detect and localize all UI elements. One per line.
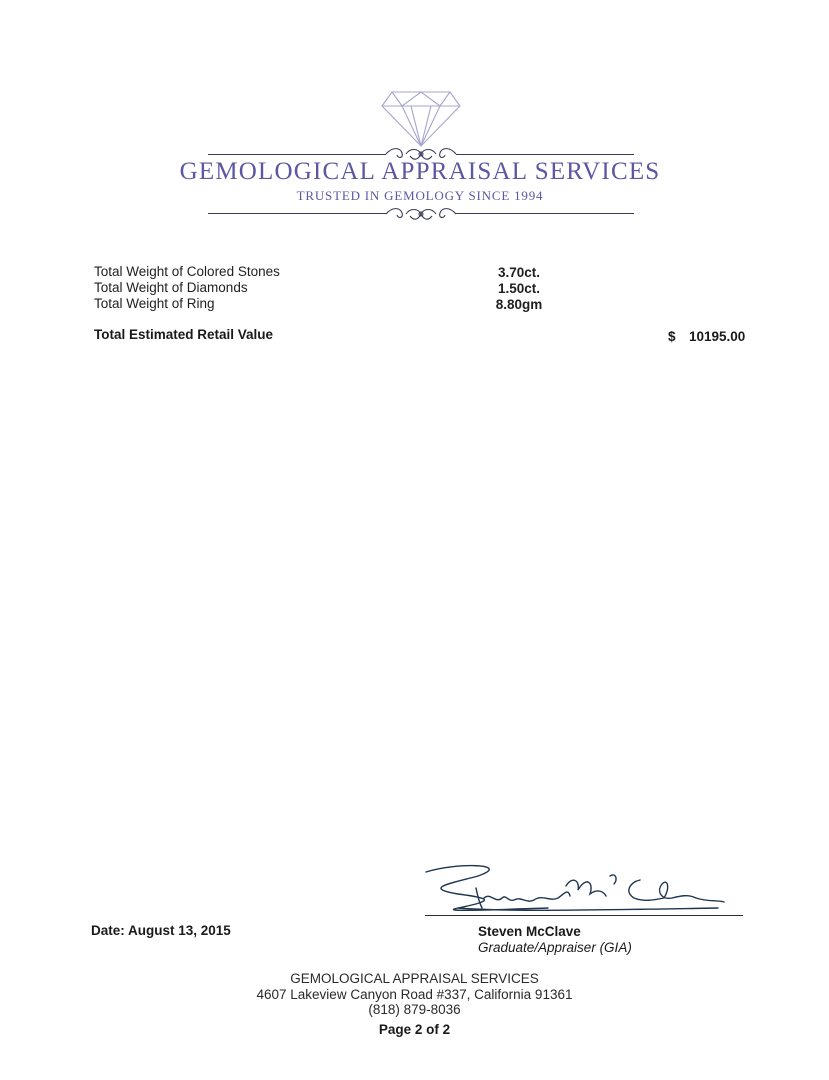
footer-address: 4607 Lakeview Canyon Road #337, California 91361 xyxy=(256,987,573,1002)
header-rule-bottom-left xyxy=(208,213,386,214)
header-rule-top-left xyxy=(208,154,386,155)
weight-label-diamonds: Total Weight of Diamonds xyxy=(94,280,248,295)
total-value-amount: 10195.00 xyxy=(689,329,746,344)
weight-value-colored-stones: 3.70ct. xyxy=(497,265,541,280)
signature-line xyxy=(425,915,743,916)
page-number: Page 2 of 2 xyxy=(378,1022,451,1037)
total-value-label: Total Estimated Retail Value xyxy=(94,327,274,342)
diamond-icon xyxy=(380,90,462,148)
appraiser-name: Steven McClave xyxy=(478,924,581,939)
weight-value-diamonds: 1.50ct. xyxy=(497,281,541,296)
company-name: GEMOLOGICAL APPRAISAL SERVICES xyxy=(179,158,661,185)
header-rule-top-right xyxy=(456,154,634,155)
appraisal-date: Date: August 13, 2015 xyxy=(91,923,231,938)
header-rule-bottom-right xyxy=(456,213,634,214)
handwritten-signature xyxy=(418,858,748,918)
footer-phone: (818) 879-8036 xyxy=(368,1002,461,1017)
weight-label-ring: Total Weight of Ring xyxy=(94,296,215,311)
footer-company-name: GEMOLOGICAL APPRAISAL SERVICES xyxy=(290,971,539,986)
total-value-currency: $ xyxy=(668,329,676,344)
scroll-ornament-icon xyxy=(384,205,458,223)
appraiser-title: Graduate/Appraiser (GIA) xyxy=(478,940,632,955)
weight-label-colored-stones: Total Weight of Colored Stones xyxy=(94,264,280,279)
company-tagline: TRUSTED IN GEMOLOGY SINCE 1994 xyxy=(296,188,544,203)
weight-value-ring: 8.80gm xyxy=(495,297,543,312)
